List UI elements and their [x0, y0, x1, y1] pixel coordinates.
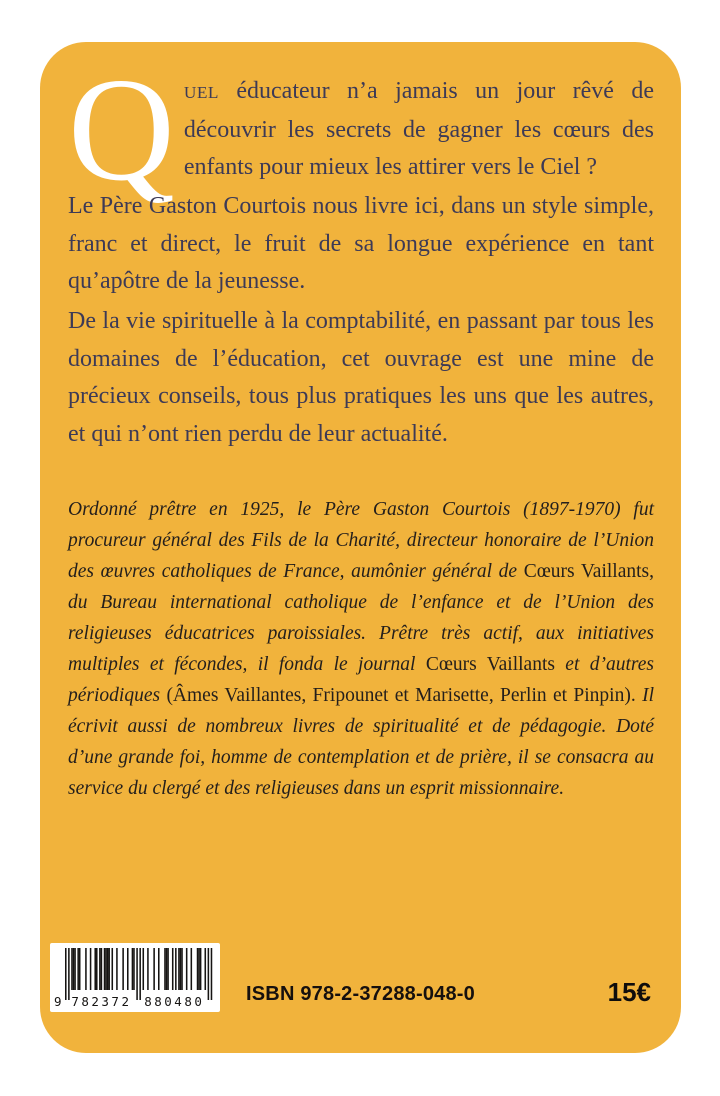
bio-segment: Ordonné prêtre en 1925, le Père Gaston Courtois (1897-1970) fut procureur général des Fils de la Charité, directeur honoraire de l’Union des œuvres catholiques de France, aumônier général de: [68, 499, 654, 582]
bio-segment: Cœurs Vaillants,: [523, 561, 654, 582]
book-back-cover: [40, 42, 681, 1053]
author-biography: [68, 494, 654, 804]
blurb-paragraph-opening: [68, 48, 654, 212]
barcode-box: [50, 943, 220, 1012]
svg-text:9: 9: [54, 994, 62, 1009]
blurb-paragraph-contents: De la vie spirituelle à la comptabilité, en passant par tous les domaines de l’éducation, cet ouvrage est une mine de précieux conseils, tous plus pratiques les uns que les autres, et qui n’ont rien perdu de leur actualité.: [68, 308, 654, 447]
blurb-paragraph-style: Le Père Gaston Courtois nous livre ici, dans un style simple, franc et direct, le fruit de sa longue expérience en tant qu’apôtre de la jeunesse.: [68, 193, 654, 294]
dropcap-letter-q: Q: [68, 48, 175, 212]
bio-segment: et d’autres périodiques: [68, 654, 654, 706]
blurb-paragraph-opening-text: éducateur n’a jamais un jour rêvé de découvrir les secrets de gagner les cœurs des enfants pour mieux les attirer vers le Ciel ?: [183, 78, 654, 180]
svg-text:880480: 880480: [144, 994, 205, 1009]
ean13-barcode: [50, 944, 220, 1010]
isbn-label: ISBN 978-2-37288-048-0: [246, 983, 475, 1005]
bio-segment: Il écrivit aussi de nombreux livres de spiritualité et de pédagogie. Doté d’une grande foi, homme de contemplation et de prière, il se consacra au service du clergé et des religieuses dans un esprit missionnaire.: [68, 685, 654, 799]
dropcap-smallcaps: UEL: [183, 83, 219, 102]
svg-text:782372: 782372: [71, 994, 132, 1009]
bio-segment: du Bureau international catholique de l’enfance et de l’Union des religieuses éducatrices paroissiales. Prêtre très actif, aux initiatives multiples et fécondes, il fonda le journal: [68, 592, 654, 675]
price-label: 15€: [607, 977, 651, 1007]
bio-segment: (Âmes Vaillantes, Fripounet et Marisette, Perlin et Pinpin).: [166, 685, 636, 706]
bio-segment: Cœurs Vaillants: [425, 654, 555, 675]
